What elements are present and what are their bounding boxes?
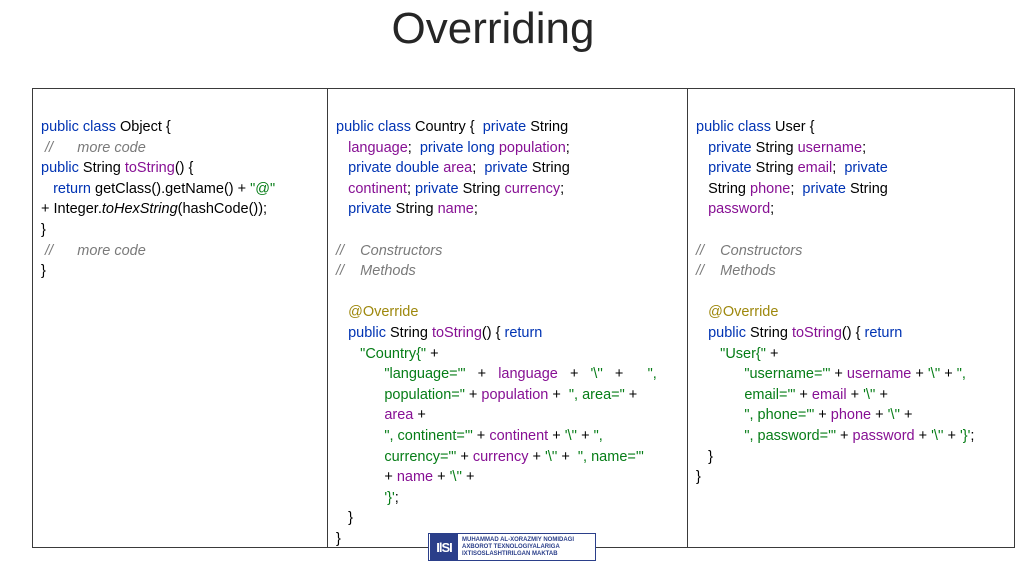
code-line: [41, 158, 275, 179]
code-line: [336, 117, 657, 138]
code-token: +: [624, 386, 638, 403]
code-token: () {: [841, 324, 865, 341]
code-token: [336, 387, 384, 403]
code-token: ", area=": [568, 386, 625, 403]
code-token: [336, 325, 348, 341]
code-token: return: [504, 324, 543, 341]
code-line: [336, 241, 657, 262]
code-token: public class: [41, 119, 120, 135]
country-class-column: [327, 89, 687, 547]
code-token: [336, 304, 348, 320]
code-token: ", name='": [577, 448, 644, 465]
code-token: password: [852, 427, 915, 444]
code-line: [41, 241, 275, 262]
code-token: [41, 181, 53, 197]
code-token: public: [41, 160, 83, 177]
code-token: area: [384, 407, 414, 424]
code-token: "@": [250, 180, 276, 197]
code-token: +: [472, 427, 490, 444]
code-line: [696, 117, 974, 138]
code-token: ;: [407, 139, 420, 156]
code-token: +: [548, 386, 569, 403]
code-token: +: [795, 386, 812, 403]
code-token: }: [336, 530, 341, 547]
code-line: [696, 138, 974, 159]
code-token: private: [708, 139, 756, 156]
code-token: // Constructors: [696, 242, 803, 259]
code-token: '}': [960, 427, 971, 444]
code-token: phone: [750, 180, 791, 197]
code-token: private: [802, 180, 850, 197]
code-token: toHexString: [101, 201, 178, 218]
code-token: @Override: [348, 304, 419, 321]
code-line: [696, 199, 974, 220]
code-token: +: [846, 386, 864, 403]
code-line: [696, 282, 974, 303]
code-token: '\'': [927, 366, 941, 383]
code-token: private: [482, 119, 531, 135]
code-token: name: [396, 469, 434, 486]
code-token: // more code: [41, 242, 146, 259]
code-token: name: [437, 201, 474, 218]
code-token: String: [755, 160, 798, 177]
code-line: [41, 220, 275, 241]
code-token: [336, 346, 360, 362]
code-token: "language='": [384, 366, 466, 383]
code-token: [336, 181, 348, 197]
code-token: String: [530, 119, 569, 135]
code-token: +: [336, 469, 397, 486]
logo-text: [462, 537, 574, 558]
code-token: '\'': [449, 469, 462, 486]
code-token: area: [443, 160, 473, 177]
code-token: }: [41, 221, 46, 238]
code-line: [336, 385, 657, 406]
code-token: toString: [791, 324, 842, 341]
code-token: return: [53, 180, 96, 197]
logo-line: MUHAMMAD AL-XORAZMIY NOMIDAGI: [462, 536, 574, 543]
code-line: [696, 364, 974, 385]
code-token: email: [797, 160, 833, 177]
code-line: [41, 199, 275, 220]
code-line: [336, 179, 657, 200]
code-token: population: [481, 386, 549, 403]
code-token: [336, 160, 348, 176]
code-token: public: [348, 324, 391, 341]
code-token: Country {: [414, 119, 483, 135]
code-token: +: [765, 345, 779, 362]
code-token: '\'': [545, 448, 558, 465]
code-token: return: [864, 324, 903, 341]
code-line: [336, 282, 657, 303]
code-token: "username='": [744, 366, 831, 383]
code-token: password: [708, 201, 771, 218]
code-token: currency: [504, 180, 561, 197]
code-line: [336, 426, 657, 447]
logo-line: IXTISOSLASHTIRILGAN MAKTAB: [462, 550, 558, 557]
code-line: [336, 323, 657, 344]
code-token: '}': [384, 489, 395, 506]
code-token: // Constructors: [336, 242, 443, 259]
code-token: [696, 428, 744, 444]
code-table: [32, 88, 1015, 548]
code-token: +: [875, 386, 888, 403]
code-token: }: [336, 510, 353, 527]
code-line: [336, 508, 657, 529]
code-token: continent: [348, 180, 407, 197]
code-line: [696, 426, 974, 447]
code-token: + Integer.: [41, 201, 102, 218]
code-token: +: [557, 366, 591, 383]
code-token: [696, 346, 720, 362]
code-token: public class: [696, 119, 775, 135]
code-token: [696, 387, 744, 403]
code-line: [336, 158, 657, 179]
code-line: [336, 261, 657, 282]
code-line: [336, 467, 657, 488]
code-token: }: [696, 469, 701, 486]
code-line: [696, 405, 974, 426]
code-token: ;: [970, 427, 975, 444]
code-line: [696, 447, 974, 468]
code-token: +: [871, 407, 888, 424]
code-token: +: [940, 366, 957, 383]
code-line: [336, 302, 657, 323]
code-token: // Methods: [696, 263, 776, 280]
code-token: ;: [790, 180, 803, 197]
code-token: +: [602, 366, 648, 383]
code-line: [696, 302, 974, 323]
code-token: String: [390, 324, 432, 341]
code-token: String: [395, 201, 438, 218]
code-token: [336, 407, 384, 423]
code-line: [336, 220, 657, 241]
code-line: [696, 385, 974, 406]
code-token: ",: [647, 366, 657, 383]
code-token: String: [849, 180, 888, 197]
code-token: ;: [394, 489, 399, 506]
code-line: [41, 179, 275, 200]
code-token: +: [433, 469, 450, 486]
code-token: // Methods: [336, 263, 416, 280]
code-token: String: [696, 180, 750, 197]
code-token: population: [498, 139, 566, 156]
code-line: [336, 344, 657, 365]
code-token: String: [750, 324, 792, 341]
code-token: continent: [489, 427, 549, 444]
code-line: [336, 199, 657, 220]
slide-title: Overriding: [391, 4, 595, 53]
code-token: +: [413, 407, 426, 424]
code-token: [336, 201, 348, 217]
school-logo: [428, 533, 596, 561]
code-token: User {: [774, 119, 815, 135]
code-token: String: [82, 160, 125, 177]
code-token: +: [548, 427, 565, 444]
code-token: (hashCode());: [177, 201, 268, 218]
code-token: ;: [560, 180, 565, 197]
code-token: String: [531, 160, 570, 177]
code-token: +: [900, 407, 913, 424]
code-token: }: [41, 263, 46, 280]
code-token: ;: [473, 201, 478, 218]
code-token: ", continent='": [384, 427, 473, 444]
code-token: [696, 304, 708, 320]
code-token: +: [814, 407, 831, 424]
code-token: private: [844, 160, 888, 177]
code-token: [696, 140, 708, 156]
code-token: toString: [124, 160, 175, 177]
code-token: [696, 366, 744, 382]
code-token: email: [811, 386, 847, 403]
code-token: public: [708, 324, 751, 341]
user-class-column: [687, 89, 1015, 547]
code-token: toString: [431, 324, 482, 341]
code-token: ;: [472, 160, 485, 177]
object-class-column: [33, 89, 327, 547]
code-token: "Country{": [360, 345, 427, 362]
code-token: username: [846, 366, 912, 383]
code-token: [696, 201, 708, 217]
code-line: [336, 405, 657, 426]
code-line: [696, 241, 974, 262]
code-token: [696, 407, 744, 423]
object-code-block: [41, 117, 275, 282]
code-token: +: [914, 427, 932, 444]
code-token: currency: [472, 448, 529, 465]
code-line: [336, 447, 657, 468]
logo-mark: IlSI: [430, 534, 458, 560]
code-token: [336, 490, 384, 506]
code-token: ;: [406, 180, 416, 197]
code-token: ;: [770, 201, 775, 218]
code-token: ", password='": [744, 427, 836, 444]
code-token: ;: [862, 139, 867, 156]
code-token: +: [528, 448, 545, 465]
code-token: +: [462, 469, 475, 486]
code-token: }: [696, 448, 713, 465]
code-token: '\'': [564, 427, 578, 444]
code-token: [336, 449, 384, 465]
code-token: username: [797, 139, 863, 156]
code-token: '\'': [931, 427, 944, 444]
code-token: language: [498, 366, 558, 383]
code-line: [696, 220, 974, 241]
code-token: ",: [956, 366, 966, 383]
code-line: [336, 138, 657, 159]
code-token: private: [484, 160, 532, 177]
code-line: [696, 179, 974, 200]
code-token: [696, 160, 708, 176]
code-line: [696, 344, 974, 365]
code-token: +: [456, 448, 473, 465]
code-token: [336, 140, 348, 156]
code-token: '\'': [863, 386, 876, 403]
code-token: +: [943, 427, 960, 444]
code-token: +: [464, 386, 482, 403]
code-line: [696, 158, 974, 179]
code-token: Object {: [119, 119, 171, 135]
country-code-block: [336, 117, 657, 549]
code-token: +: [836, 427, 853, 444]
code-token: // more code: [41, 139, 146, 156]
code-token: [336, 366, 384, 382]
user-code-block: [696, 117, 974, 488]
code-line: [336, 488, 657, 509]
code-token: ;: [832, 160, 845, 177]
code-token: [696, 325, 708, 341]
code-token: private: [415, 180, 463, 197]
code-token: @Override: [708, 304, 779, 321]
code-token: +: [577, 427, 594, 444]
code-token: +: [830, 366, 847, 383]
code-token: private double: [348, 160, 444, 177]
code-token: String: [755, 139, 798, 156]
code-token: +: [465, 366, 499, 383]
code-token: private: [348, 201, 396, 218]
logo-line: AXBOROT TEXNOLOGIYALARIGA: [462, 543, 560, 550]
code-token: email='": [744, 386, 796, 403]
code-token: "User{": [720, 345, 766, 362]
code-line: [41, 138, 275, 159]
code-token: +: [557, 448, 578, 465]
code-token: [336, 428, 384, 444]
code-line: [336, 364, 657, 385]
code-line: [41, 117, 275, 138]
code-token: language: [348, 139, 408, 156]
code-line: [696, 323, 974, 344]
code-line: [696, 261, 974, 282]
code-token: population=": [384, 386, 465, 403]
code-line: [41, 261, 275, 282]
code-token: currency='": [384, 448, 457, 465]
code-token: phone: [830, 407, 872, 424]
code-line: [696, 467, 974, 488]
code-token: private: [708, 160, 756, 177]
code-token: '\'': [887, 407, 900, 424]
code-token: public class: [336, 119, 415, 135]
code-token: () {: [481, 324, 505, 341]
code-token: ;: [565, 139, 570, 156]
code-token: ",: [593, 427, 603, 444]
code-token: private long: [419, 139, 499, 156]
code-token: getClass().getName() +: [95, 180, 251, 197]
code-token: ", phone='": [744, 407, 815, 424]
code-token: () {: [174, 160, 194, 177]
code-token: '\'': [590, 366, 603, 383]
code-token: +: [426, 345, 439, 362]
code-token: String: [462, 180, 505, 197]
code-token: +: [911, 366, 928, 383]
